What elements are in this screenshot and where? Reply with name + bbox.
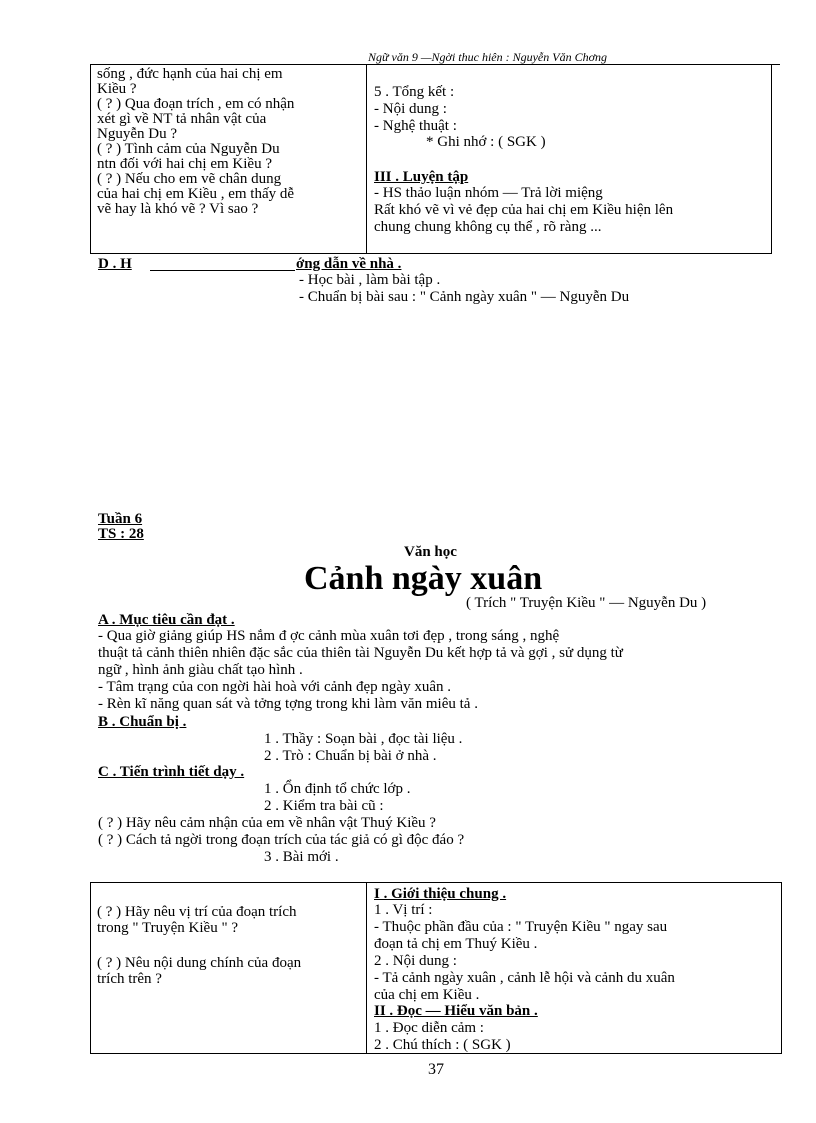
content-heading: 2 . Nội dung : bbox=[374, 953, 457, 969]
position-line: - Thuộc phần đầu của : " Truyện Kiều " ngay sau bbox=[374, 919, 668, 935]
table-1-left-line: Nguyễn Du ? bbox=[97, 126, 177, 142]
answer-line: Rất khó vẽ vì vẻ đẹp của hai chị em Kiều hiện lên bbox=[374, 202, 674, 218]
table-2 bbox=[90, 882, 782, 1054]
intro-heading: I . Giới thiệu chung . bbox=[374, 886, 507, 902]
preparation-item: 2 . Trò : Chuẩn bị bài ở nhà . bbox=[264, 748, 437, 764]
procedure-item: 1 . Ổn định tổ chức lớp . bbox=[264, 781, 411, 797]
table-1-left-line: ( ? ) Tình cảm của Nguyễn Du bbox=[97, 141, 280, 157]
table-1-left-column bbox=[97, 67, 294, 217]
page-number: 37 bbox=[428, 1061, 444, 1078]
table-1-left-line: xét gì về NT tả nhân vật của bbox=[97, 111, 267, 127]
group-discussion-line: - HS thảo luận nhóm — Trả lời miệng bbox=[374, 185, 603, 201]
reading-item: 2 . Chú thích : ( SGK ) bbox=[374, 1037, 511, 1053]
practice-heading: III . Luyện tập bbox=[374, 169, 469, 185]
table-2-question: trích trên ? bbox=[97, 971, 162, 987]
lesson-subtitle: ( Trích " Truyện Kiều " — Nguyễn Du ) bbox=[466, 595, 707, 611]
table-1-left-line: ntn đối với hai chị em Kiều ? bbox=[97, 156, 272, 172]
running-header: Ngữ văn 9 —Ngời thuc hiên : Nguyễn Văn Chơng bbox=[368, 50, 607, 64]
objective-line: - Qua giờ giảng giúp HS nắm đ ợc cảnh mùa xuân tơi đẹp , trong sáng , nghệ bbox=[98, 628, 560, 644]
table-1-left-line: của hai chị em Kiều , em thấy dễ bbox=[97, 186, 295, 202]
table-2-question: trong " Truyện Kiều " ? bbox=[97, 920, 238, 936]
table-1-left-line: ( ? ) Qua đoạn trích , em có nhận bbox=[97, 96, 295, 112]
table-1-left-line: Kiều ? bbox=[97, 81, 137, 97]
section-a-heading: A . Mục tiêu cần đạt . bbox=[98, 612, 235, 628]
section-d-gap-underline bbox=[150, 270, 295, 271]
section-b-heading: B . Chuẩn bị . bbox=[98, 714, 187, 730]
section-d-heading-start: D . H bbox=[98, 256, 132, 272]
table-1-left-line: sống , đức hạnh của hai chị em bbox=[97, 66, 283, 82]
table-1-divider bbox=[366, 65, 367, 253]
table-2-question: ( ? ) Nêu nội dung chính của đoạn bbox=[97, 955, 302, 971]
table-1-left-line: ( ? ) Nếu cho em vẽ chân dung bbox=[97, 171, 282, 187]
content-line: của chị em Kiều . bbox=[374, 987, 480, 1003]
summary-heading: 5 . Tổng kết : bbox=[374, 84, 455, 100]
objective-line: - Tâm trạng của con ngời hài hoà với cảnh đẹp ngày xuân . bbox=[98, 679, 451, 695]
answer-line: chung chung không cụ thể , rõ ràng ... bbox=[374, 219, 602, 235]
review-question: ( ? ) Cách tả ngời trong đoạn trích của tác giả có gì độc đáo ? bbox=[98, 832, 465, 848]
objective-line: ngữ , hình ảnh giàu chất tạo hình . bbox=[98, 662, 303, 678]
review-question: ( ? ) Hãy nêu cảm nhận của em về nhân vật Thuý Kiều ? bbox=[98, 815, 436, 831]
lesson-title: Cảnh ngày xuân bbox=[304, 560, 543, 597]
memo-line: * Ghi nhớ : ( SGK ) bbox=[426, 134, 546, 150]
table-1-left-line: vẽ hay là khó vẽ ? Vì sao ? bbox=[97, 201, 259, 217]
objective-line: thuật tả cảnh thiên nhiên đặc sắc của thiên tài Nguyễn Du kết hợp tả và gợi , sử dụng từ bbox=[98, 645, 623, 661]
week-label: Tuần 6 bbox=[98, 511, 143, 527]
objective-line: - Rèn kĩ năng quan sát và tởng tợng trong khi làm văn miêu tả . bbox=[98, 696, 478, 712]
position-line: đoạn tả chị em Thuý Kiều . bbox=[374, 936, 538, 952]
reading-heading: II . Đọc — Hiểu văn bản . bbox=[374, 1003, 538, 1019]
position-heading: 1 . Vị trí : bbox=[374, 902, 433, 918]
table-2-divider bbox=[366, 883, 367, 1053]
content-line: - Tả cảnh ngày xuân , cảnh lễ hội và cảnh du xuân bbox=[374, 970, 675, 986]
preparation-item: 1 . Thầy : Soạn bài , đọc tài liệu . bbox=[264, 731, 463, 747]
table-1 bbox=[90, 64, 772, 254]
lesson-number: TS : 28 bbox=[98, 526, 144, 542]
reading-item: 1 . Đọc diễn cảm : bbox=[374, 1020, 484, 1036]
homework-item: - Chuẩn bị bài sau : " Cảnh ngày xuân " — Nguyễn Du bbox=[299, 289, 630, 305]
art-line: - Nghệ thuật : bbox=[374, 118, 457, 134]
subject-label: Văn học bbox=[404, 544, 457, 560]
homework-item: - Học bài , làm bài tập . bbox=[299, 272, 441, 288]
procedure-item: 2 . Kiểm tra bài cũ : bbox=[264, 798, 384, 814]
table-2-question: ( ? ) Hãy nêu vị trí của đoạn trích bbox=[97, 904, 297, 920]
section-d-heading-end: ớng dẫn về nhà . bbox=[296, 256, 402, 272]
section-c-heading: C . Tiến trình tiết dạy . bbox=[98, 764, 245, 780]
procedure-item: 3 . Bài mới . bbox=[264, 849, 339, 865]
content-line: - Nội dung : bbox=[374, 101, 447, 117]
